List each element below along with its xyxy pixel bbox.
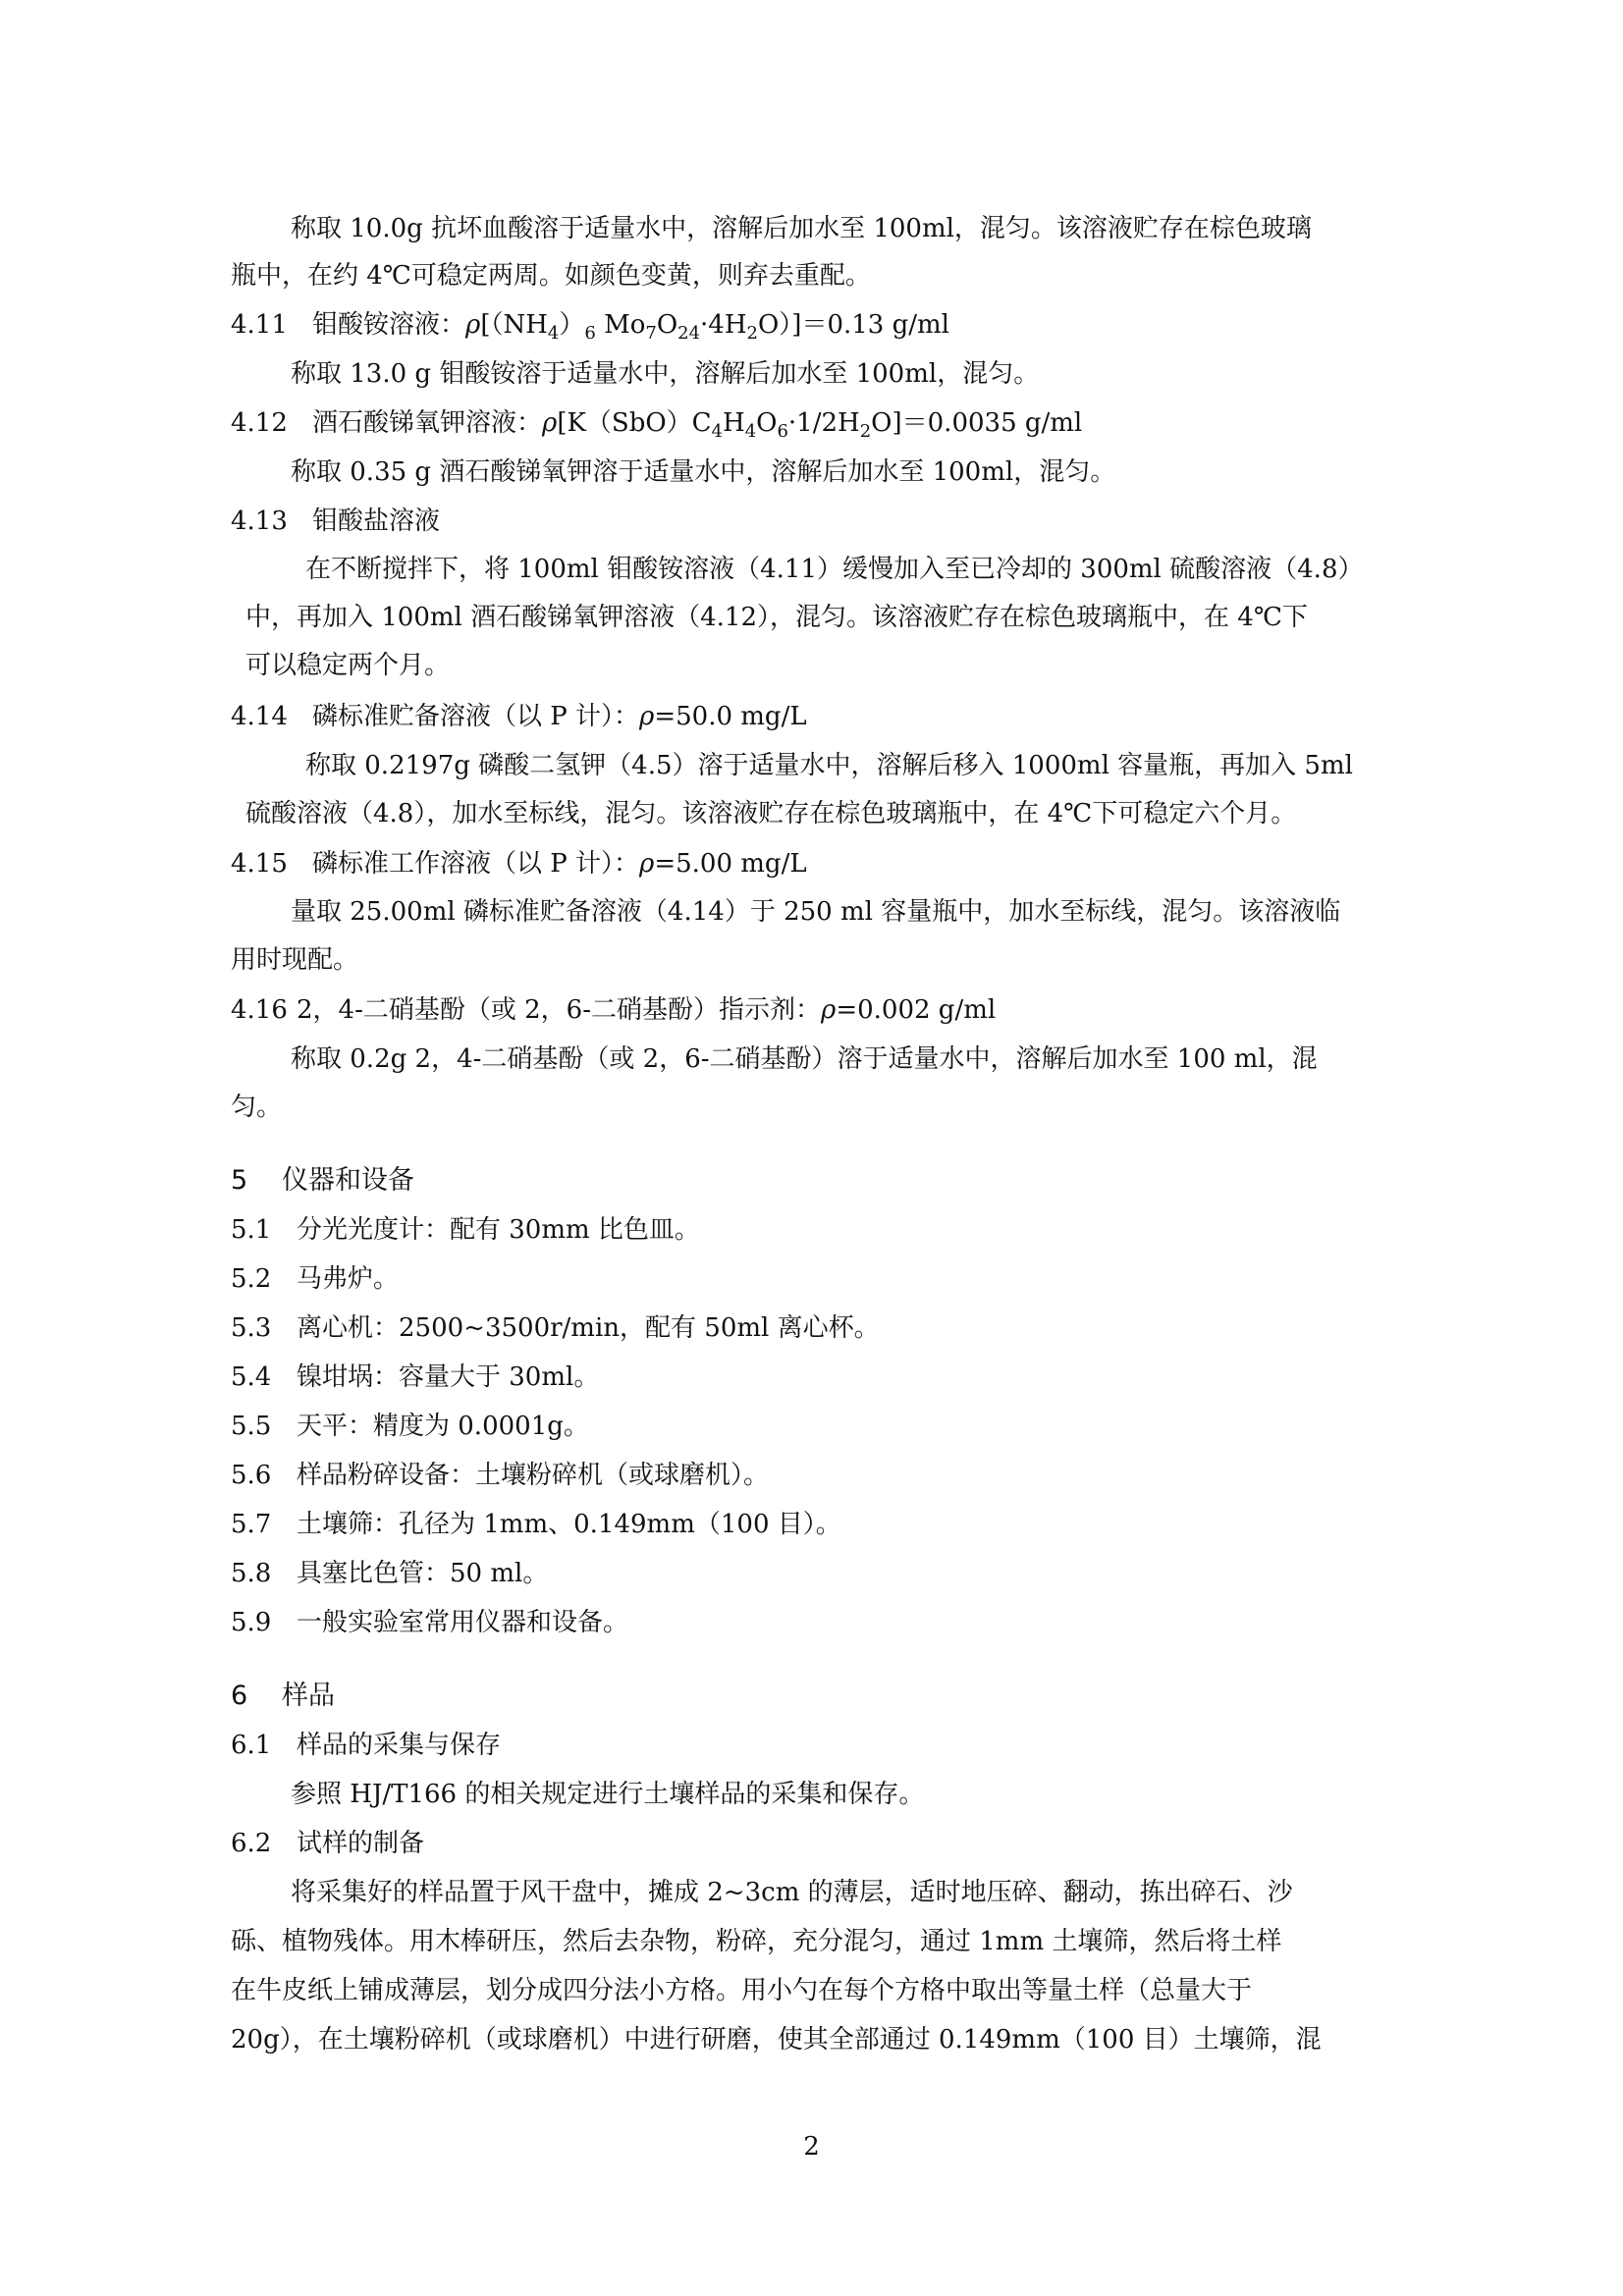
paragraph-line: 将采集好的样品置于风干盘中，摊成 2~3cm 的薄层，适时地压碎、翻动，拣出碎石、沙 [291,1878,1293,1907]
item-number: 5.5 [231,1412,272,1441]
item-number: 5.1 [231,1215,272,1245]
section-number: 6.2 [231,1829,272,1858]
item-number: 5.9 [231,1608,272,1637]
section-heading: 酒石酸锑氧钾溶液：$\rho[K(SbO)C_4H_4O_6\cdot 1/2H_2O]=0.0035$ g/ml [312,408,1083,442]
paragraph-line: 用时现配。 [231,945,359,975]
paragraph-line: 称取 0.2g 2，4-二硝基酚（或 2，6-二硝基酚）溶于适量水中，溶解后加水至 100 ml，混 [291,1044,1318,1074]
paragraph-line: 砾、植物残体。用木棒研压，然后去杂物，粉碎，充分混匀，通过 1mm 土壤筛，然后将土样 [231,1927,1282,1956]
paragraph-line: 中，再加入 100ml 酒石酸锑氧钾溶液（4.12），混匀。该溶液贮存在棕色玻璃瓶中，在 4℃下 [245,603,1308,632]
list-item: 离心机：2500~3500r/min，配有 50ml 离心杯。 [297,1313,880,1343]
list-item: 镍坩埚：容量大于 30ml。 [297,1362,600,1392]
item-number: 5.8 [231,1559,272,1588]
section-heading: 磷标准工作溶液（以 P 计）：ρ=5.00 mg/L [312,849,807,879]
list-item: 分光光度计：配有 30mm 比色皿。 [297,1215,700,1245]
paragraph-line: 匀。 [231,1093,283,1122]
section-heading: 2，4-二硝基酚（或 2，6-二硝基酚）指示剂：ρ=0.002 g/ml [297,995,997,1025]
item-number: 5.7 [231,1510,272,1539]
chapter-number: 5 [231,1165,248,1196]
item-number: 5.6 [231,1461,272,1490]
page-number: 2 [803,2132,820,2162]
section-number: 4.13 [231,507,288,536]
item-number: 5.3 [231,1313,272,1343]
paragraph-line: 在不断搅拌下，将 100ml 钼酸铵溶液（4.11）缓慢加入至已冷却的 300ml 硫酸溶液（4.8） [305,555,1364,584]
section-heading: 磷标准贮备溶液（以 P 计）：ρ=50.0 mg/L [312,702,807,731]
paragraph-line: 20g），在土壤粉碎机（或球磨机）中进行研磨，使其全部通过 0.149mm（100 目）土壤筛，混 [231,2025,1322,2055]
paragraph-line: 瓶中，在约 4℃可稳定两周。如颜色变黄，则弃去重配。 [231,261,871,291]
item-number: 5.4 [231,1362,272,1392]
chapter-title: 样品 [282,1681,335,1711]
section-heading: 试样的制备 [297,1829,425,1858]
list-item: 马弗炉。 [297,1264,400,1294]
paragraph-line: 硫酸溶液（4.8），加水至标线，混匀。该溶液贮存在棕色玻璃瓶中，在 4℃下可稳定六个月。 [245,799,1297,828]
paragraph-line: 参照 HJ/T166 的相关规定进行土壤样品的采集和保存。 [291,1780,925,1809]
section-heading: 钼酸盐溶液 [312,507,441,536]
section-heading: 样品的采集与保存 [297,1731,502,1760]
list-item: 土壤筛：孔径为 1mm、0.149mm（100 目）。 [297,1510,841,1539]
list-item: 具塞比色管：50 ml。 [297,1559,549,1588]
paragraph-line: 称取 13.0 g 钼酸铵溶于适量水中，溶解后加水至 100ml，混匀。 [291,359,1040,389]
list-item: 样品粉碎设备：土壤粉碎机（或球磨机）。 [297,1461,770,1490]
list-item: 一般实验室常用仪器和设备。 [297,1608,629,1637]
list-item: 天平：精度为 0.0001g。 [297,1412,589,1441]
paragraph-line: 称取 0.35 g 酒石酸锑氧钾溶于适量水中，溶解后加水至 100ml，混匀。 [291,457,1116,487]
paragraph-line: 称取 10.0g 抗坏血酸溶于适量水中，溶解后加水至 100ml，混匀。该溶液贮存在棕色玻璃 [291,214,1312,243]
paragraph-line: 在牛皮纸上铺成薄层，划分成四分法小方格。用小勺在每个方格中取出等量土样（总量大于 [231,1976,1253,2005]
paragraph-line: 称取 0.2197g 磷酸二氢钾（4.5）溶于适量水中，溶解后移入 1000ml 容量瓶，再加入 5ml [305,751,1353,780]
paragraph-line: 量取 25.00ml 磷标准贮备溶液（4.14）于 250 ml 容量瓶中，加水至标线，混匀。该溶液临 [291,897,1341,927]
section-number: 4.14 [231,702,288,731]
section-number: 6.1 [231,1731,272,1760]
section-heading: 钼酸铵溶液：$\rho[(NH_4)_6$ $Mo_7O_{24}\cdot 4H_2O)]=0.13$ g/ml [312,310,949,344]
section-number: 4.11 [231,310,288,340]
paragraph-line: 可以稳定两个月。 [245,651,451,680]
section-number: 4.12 [231,408,288,438]
section-number: 4.16 [231,995,288,1025]
section-number: 4.15 [231,849,288,879]
item-number: 5.2 [231,1264,272,1294]
chapter-title: 仪器和设备 [282,1165,414,1196]
chapter-number: 6 [231,1681,248,1711]
